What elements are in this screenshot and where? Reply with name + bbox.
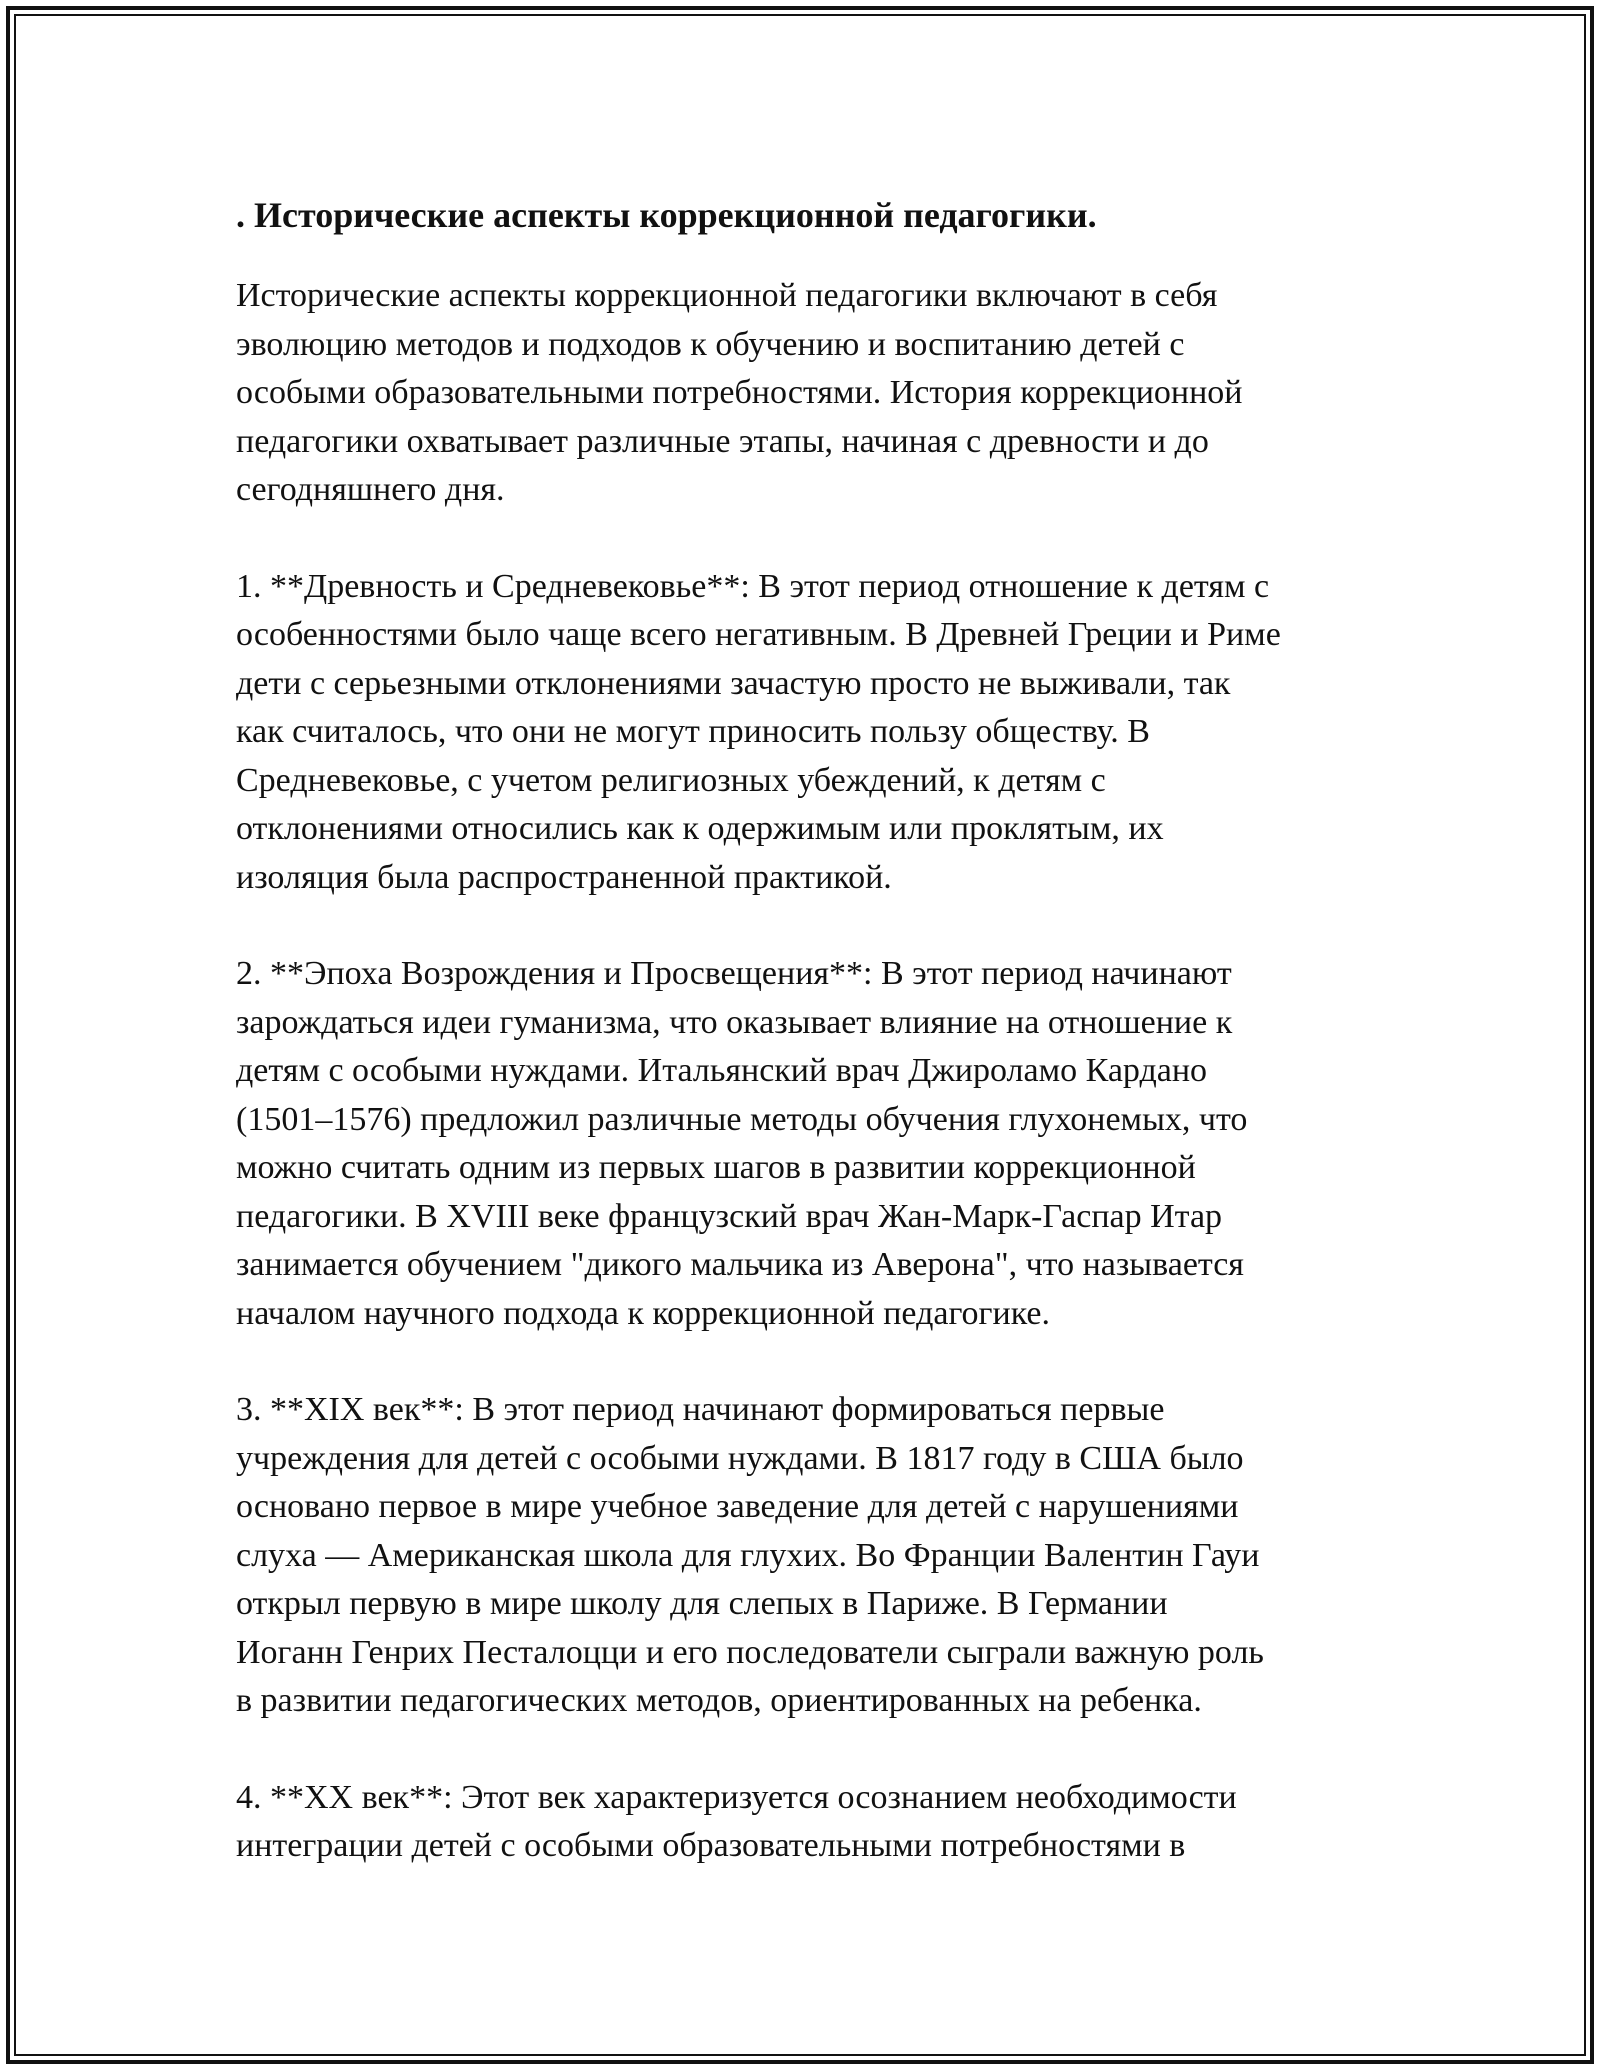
section-renaissance-enlightenment: 2. **Эпоха Возрождения и Просвещения**: В этот период начинают зарождаться идеи гуманизма, что оказывает влияние на отношение к детям с особыми нуждами. Итальянский врач Джироламо Кардано (1501–1576) предложил различные методы обучения глухонемых, что можно считать одним из первых шагов в развитии коррекционной педагогики. В XVIII веке французский врач Жан-Марк-Гаспар Итар занимается обучением "дикого мальчика из Аверона", что называется началом научного подхода к коррекционной педагогике.	[236, 955, 1248, 1332]
section-19th-century: 3. **XIX век**: В этот период начинают формироваться первые учреждения для детей с особыми нуждами. В 1817 году в США было основано первое в мире учебное заведение для детей с нарушениями слуха — Американская школа для глухих. Во Франции Валентин Гауи открыл первую в мире школу для слепых в Париже. В Германии Иоганн Генрих Песталоцци и его последователи сыграли важную роль в развитии педагогических методов, ориентированных на ребенка.	[236, 1391, 1264, 1719]
document-body	[236, 188, 1396, 1919]
document-title: . Исторические аспекты коррекционной педагогики.	[236, 195, 1097, 235]
section-20th-century: 4. **XX век**: Этот век характеризуется осознанием необходимости интеграции детей с особыми образовательными потребностями в	[236, 1778, 1237, 1864]
section-antiquity-middle-ages: 1. **Древность и Средневековье**: В этот период отношение к детям с особенностями было чаще всего негативным. В Древней Греции и Риме дети с серьезными отклонениями зачастую просто не выживали, так как считалось, что они не могут приносить пользу обществу. В Средневековье, с учетом религиозных убеждений, к детям с отклонениями относились как к одержимым или проклятым, их изоляция была распространенной практикой.	[236, 567, 1281, 896]
intro-paragraph: Исторические аспекты коррекционной педагогики включают в себя эволюцию методов и подходов к обучению и воспитанию детей с особыми образовательными потребностями. История коррекционной педагогики охватывает различные этапы, начиная с древности и до сегодняшнего дня.	[236, 277, 1243, 508]
